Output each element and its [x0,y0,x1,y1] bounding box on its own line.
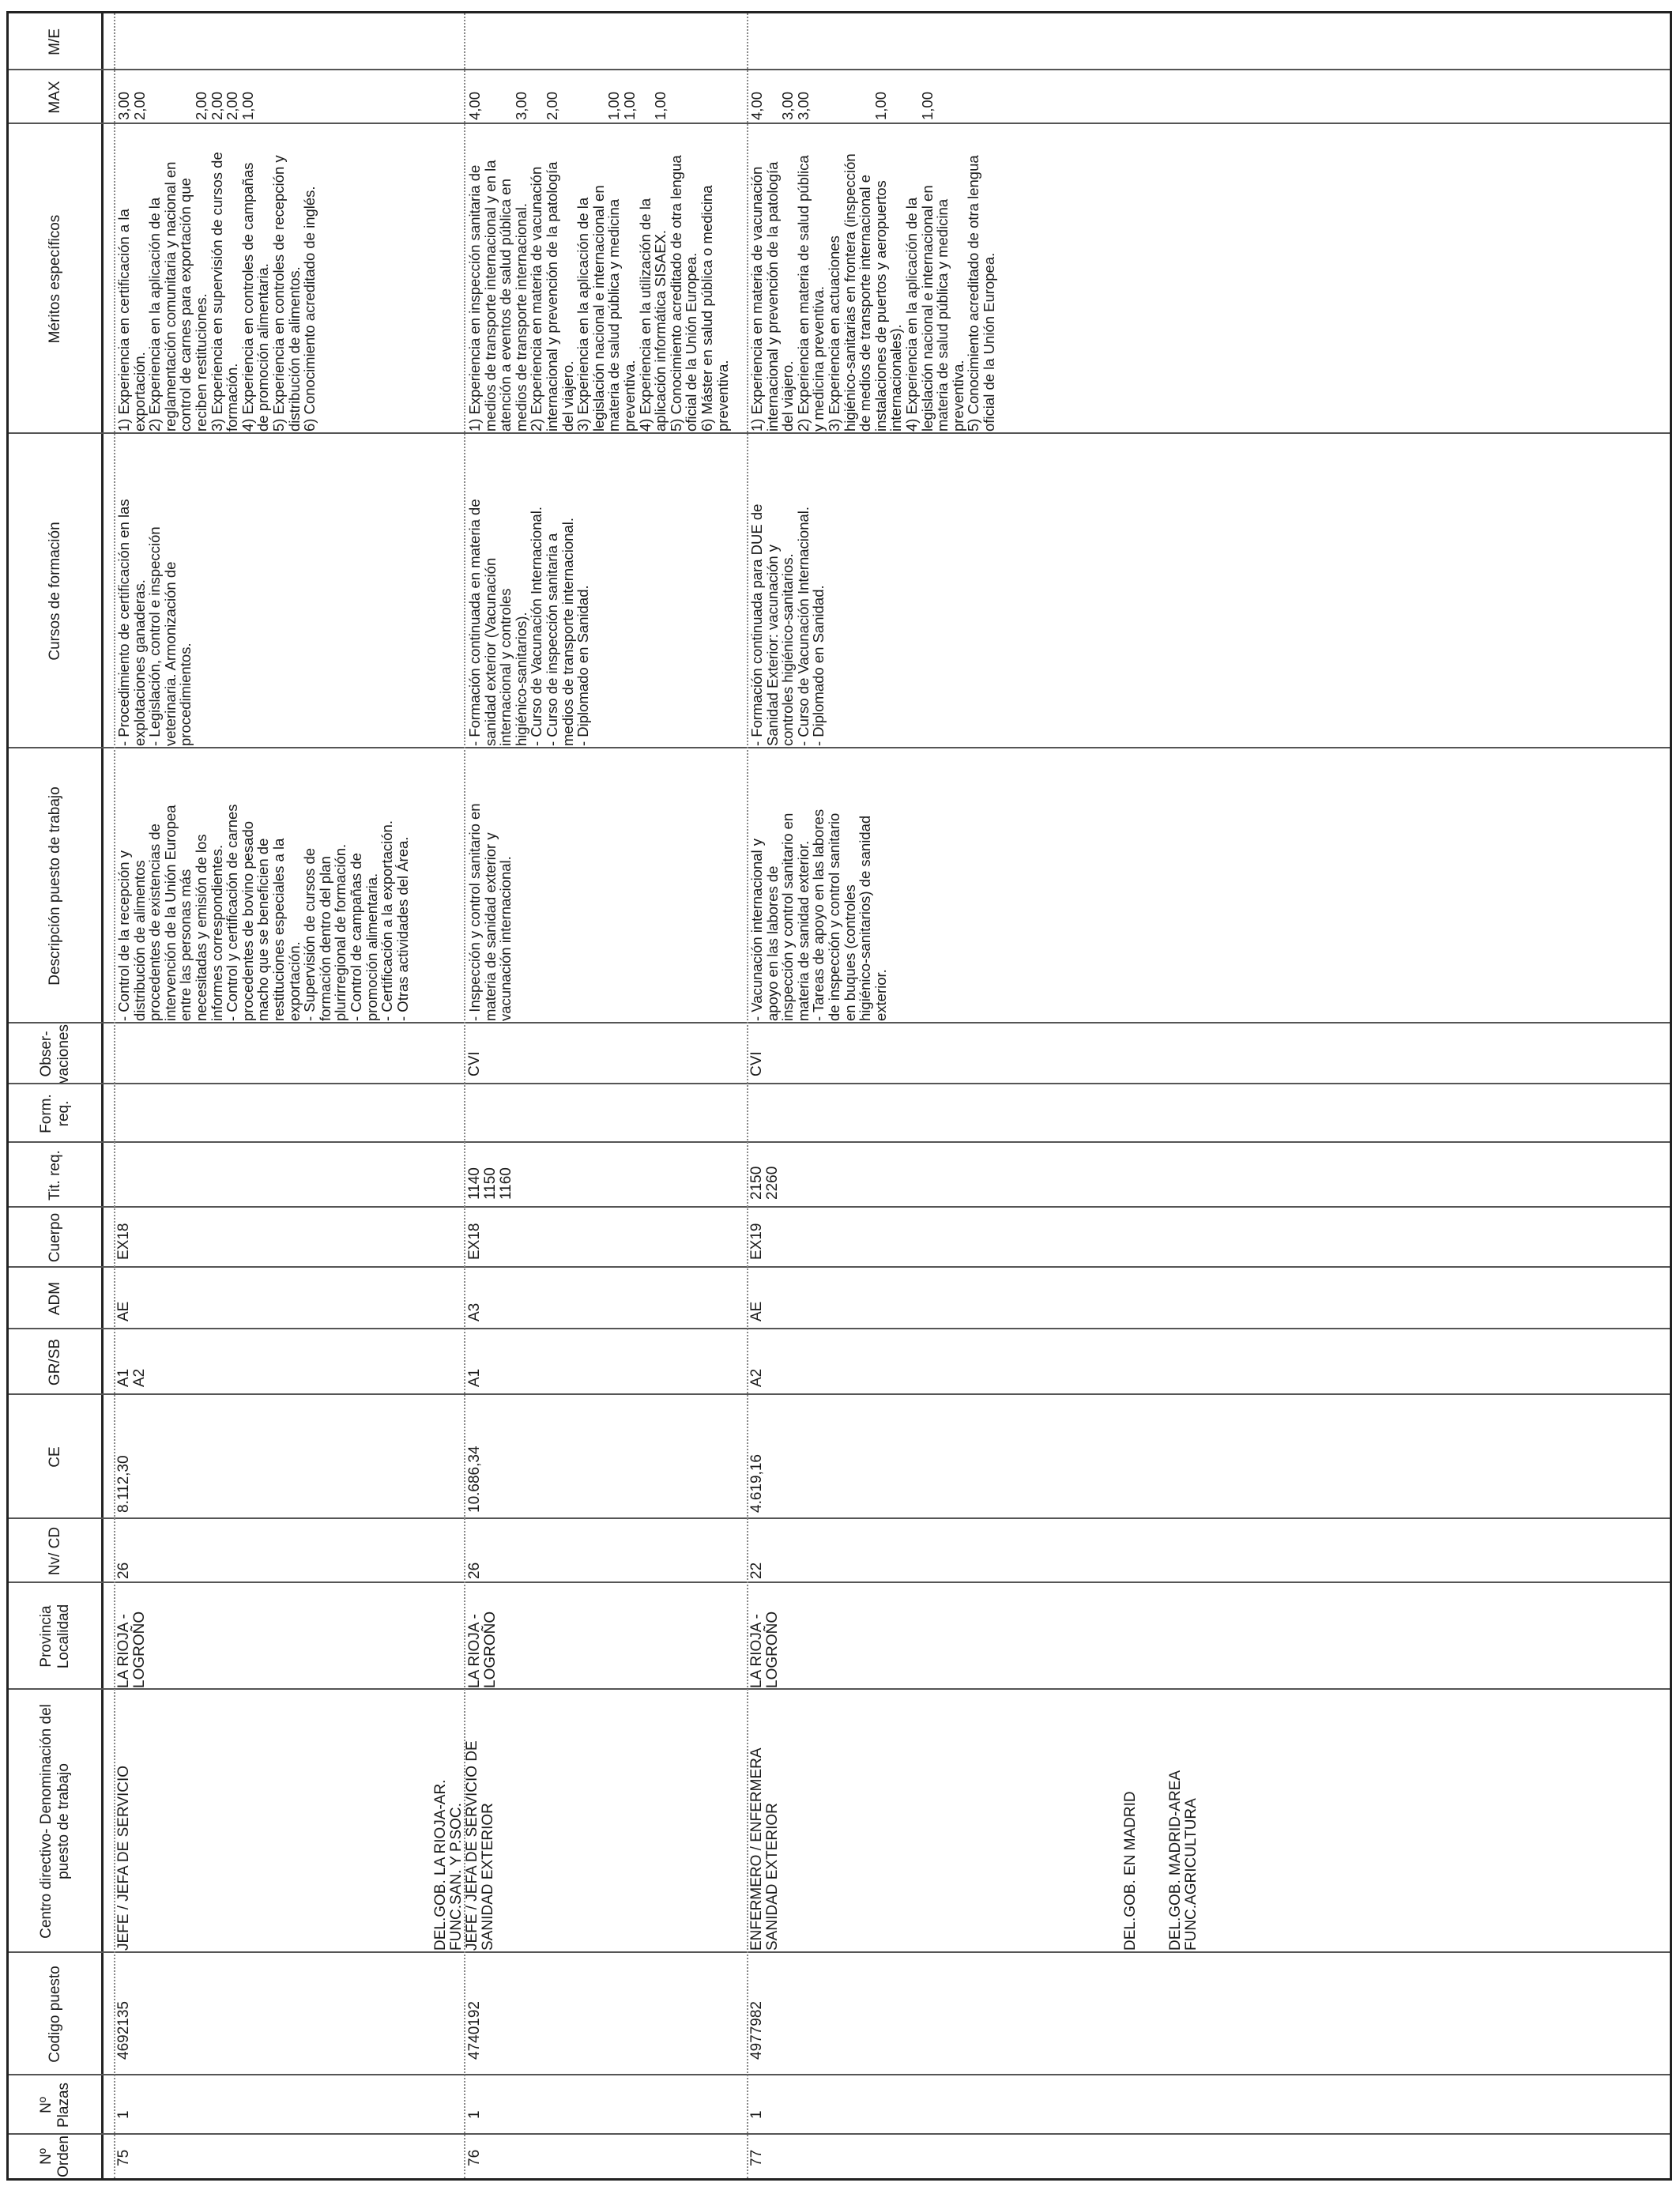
cell-adm: AE [115,1301,132,1321]
cell-codigo: 4977982 [748,2001,765,2060]
cell-ce: 8.112,30 [115,1455,132,1513]
cell-grupo: A1 [466,1368,483,1387]
cell-cursos: - Formación continuada en materia de sanidad exterior (Vacunación internacional y controles higiénico-sanitarios). - Curso de Vacunación Internacional. - Curso de inspección sanitaria a medios de transporte internacional. - Diplomado en Sanidad. [466,499,592,746]
positions-table [6,11,1672,2181]
column-divider [9,69,1670,70]
cell-orden: 77 [748,2149,765,2166]
header-ce: CE [46,1446,63,1468]
cell-plazas: 1 [115,2110,132,2119]
column-divider [9,1951,1670,1953]
cell-max: 4,00 3,00 3,00 1,00 1,00 [748,91,936,120]
header-orden: Nº Orden [37,2136,72,2177]
header-meritos: Méritos específicos [46,214,63,344]
cell-centro-header [433,1691,496,1951]
column-divider [9,432,1670,434]
cell-centro: JEFE / JEFA DE SERVICIO [115,1765,132,1951]
cell-cuerpo: EX18 [466,1223,483,1260]
cell-observaciones: CVI [748,1051,765,1076]
header-provincia: Provincia Localidad [37,1604,72,1669]
centro-del-gob-madrid-area: DEL.GOB. MADRID-AREA FUNC.AGRICULTURA [1167,1770,1200,1951]
cell-codigo: 4692135 [115,2001,132,2060]
cell-provincia: LA RIOJA - LOGROÑO [466,1611,499,1688]
cell-codigo: 4740192 [466,2001,483,2060]
cell-descripcion: - Vacunación internacional y apoyo en las labores de inspección y control sanitario en materia de sanidad exterior. - Tareas de apoyo en las labores de inspección y control sanitario en buques (controles higiénico-sanitarios) de sanidad exterior. [748,809,889,1021]
header-observaciones: Obser- vaciones [37,1023,72,1084]
header-adm: ADM [46,1281,63,1316]
column-divider [9,123,1670,124]
header-max: MAX [46,81,63,114]
cell-plazas: 1 [466,2110,483,2119]
column-divider [9,1517,1670,1519]
column-divider [9,1266,1670,1268]
cell-adm: AE [748,1301,765,1321]
cell-meritos: 1) Experiencia en inspección sanitaria de medios de transporte internacional y en la atención a eventos de salud pública en medios de transporte internacional. 2) Experiencia en materia de vacunación internacional y prevención de la patología del viajero. 3) Experiencia en la aplicación de la legislación nacional e internacional en materia de salud pública y medicina preventiva. 4) Experiencia en la utilización de la aplicación informática SISAEX. 5) Conocimiento acreditado de otra lengua oficial de la Unión Europea. 6) Máster en salud pública o medicina preventiva. [466,155,731,432]
header-grupo: GR/SB [46,1338,63,1386]
cell-titulacion: 2150 2260 [748,1166,781,1200]
cell-meritos: 1) Experiencia en certificación a la exportación. 2) Experiencia en la aplicación de la reglamentación comunitaria y nacional en control de carnes para exportación que reciben restituciones. 3) Experiencia en supervisión de cursos de formación. 4) Experiencia en controles de campañas de promoción alimentaria. 5) Experiencia en controles de recepción y distribución de alimentos. 6) Conocimiento acreditado de inglés. [115,152,318,432]
header-titulacion: Tit. req. [46,1150,63,1201]
column-divider [9,1328,1670,1329]
cell-observaciones: CVI [466,1051,483,1076]
header-centro: Centro directivo- Denominación del puesto de trabajo [37,1704,72,1939]
cell-cuerpo: EX19 [748,1223,765,1260]
header-formacion: Form. req. [37,1094,72,1133]
cell-orden: 76 [466,2149,483,2166]
cell-nivel: 26 [466,1562,483,1579]
column-divider [9,1206,1670,1208]
column-divider [9,1393,1670,1395]
cell-cuerpo: EX18 [115,1223,132,1260]
column-divider [9,2133,1670,2135]
cell-orden: 75 [115,2149,132,2166]
column-divider [9,747,1670,748]
column-divider [9,1688,1670,1690]
cell-grupo: A2 [748,1368,765,1387]
column-divider [9,2074,1670,2075]
header-me: M/E [46,28,63,55]
cell-max: 4,00 3,00 2,00 1,00 1,00 1,00 [466,91,669,120]
header-cursos: Cursos de formación [46,522,63,661]
header-nivel: Nv/ CD [46,1526,63,1576]
cell-titulacion: 1140 1150 1160 [466,1167,514,1200]
cell-grupo: A1 A2 [115,1368,148,1387]
cell-nivel: 26 [115,1562,132,1579]
cell-ce: 4.619,16 [748,1454,765,1513]
centro-del-gob-madrid: DEL.GOB. EN MADRID [1122,1791,1139,1951]
header-cuerpo: Cuerpo [46,1212,63,1263]
cell-provincia: LA RIOJA - LOGROÑO [115,1611,148,1688]
header-plazas: Nº Plazas [37,2082,72,2128]
cell-plazas: 1 [748,2110,765,2119]
cell-max: 3,00 2,00 2,00 2,00 2,00 1,00 [115,91,256,120]
cell-provincia: LA RIOJA - LOGROÑO [748,1611,781,1688]
cell-descripcion: - Inspección y control sanitario en materia de sanidad exterior y vacunación internacional. [466,803,514,1021]
cell-adm: A3 [466,1302,483,1321]
column-divider [9,1141,1670,1143]
column-divider [9,1581,1670,1583]
column-divider [9,1022,1670,1023]
cell-cursos: - Procedimiento de certificación en las explotaciones ganaderas. - Legislación, control e inspección veterinaria. Armonización de procedimientos. [115,499,194,746]
header-codigo: Codigo puesto [46,1966,63,2063]
cell-ce: 10.686,34 [466,1446,483,1513]
cell-cursos: - Formación continuada para DUE de Sanidad Exterior: vacunación y controles higiénico-sanitarios. - Curso de Vacunación Internacional. - Diplomado en Sanidad. [748,503,827,746]
table-header [9,13,104,2178]
header-descripcion: Descripción puesto de trabajo [46,786,63,986]
cell-meritos: 1) Experiencia en materia de vacunación internacional y prevención de la patología del viajero. 2) Experiencia en materia de salud pública y medicina preventiva. 3) Experiencia en actuaciones higiénico-sanitarias en frontera (inspección de medios de transporte internacional e instalaciones de puertos y aeropuertos internacionales). 4) Experiencia en la aplicación de la legislación nacional e internacional en materia de salud pública y medicina preventiva. 5) Conocimiento acreditado de otra lengua oficial de la Unión Europea. [748,153,997,432]
cell-centro: ENFERMERO / ENFERMERA SANIDAD EXTERIOR [748,1747,781,1951]
cell-nivel: 22 [748,1562,765,1579]
cell-descripcion: - Control de la recepción y distribución de alimentos procedentes de existencias de intervención de la Unión Europea entre las personas más necesitadas y emisión de los informes correspondientes. - Control y certificación de carnes procedentes de bovino pesado macho que se beneficien de restituciones especiales a la exportación. - Supervisión de cursos de formación dentro del plan plurirregional de formación. - Control de campañas de promoción alimentaria. - Certificación a la exportación. - Otras actividades del Área. [115,804,411,1021]
centro-del-gob-la-rioja: DEL.GOB. LA RIOJA-AR. FUNC.SAN. Y P.SOC. JEFE / JEFA DE SERVICIO DE SANIDAD EXTERIOR [432,1740,496,1951]
column-divider [9,1083,1670,1084]
